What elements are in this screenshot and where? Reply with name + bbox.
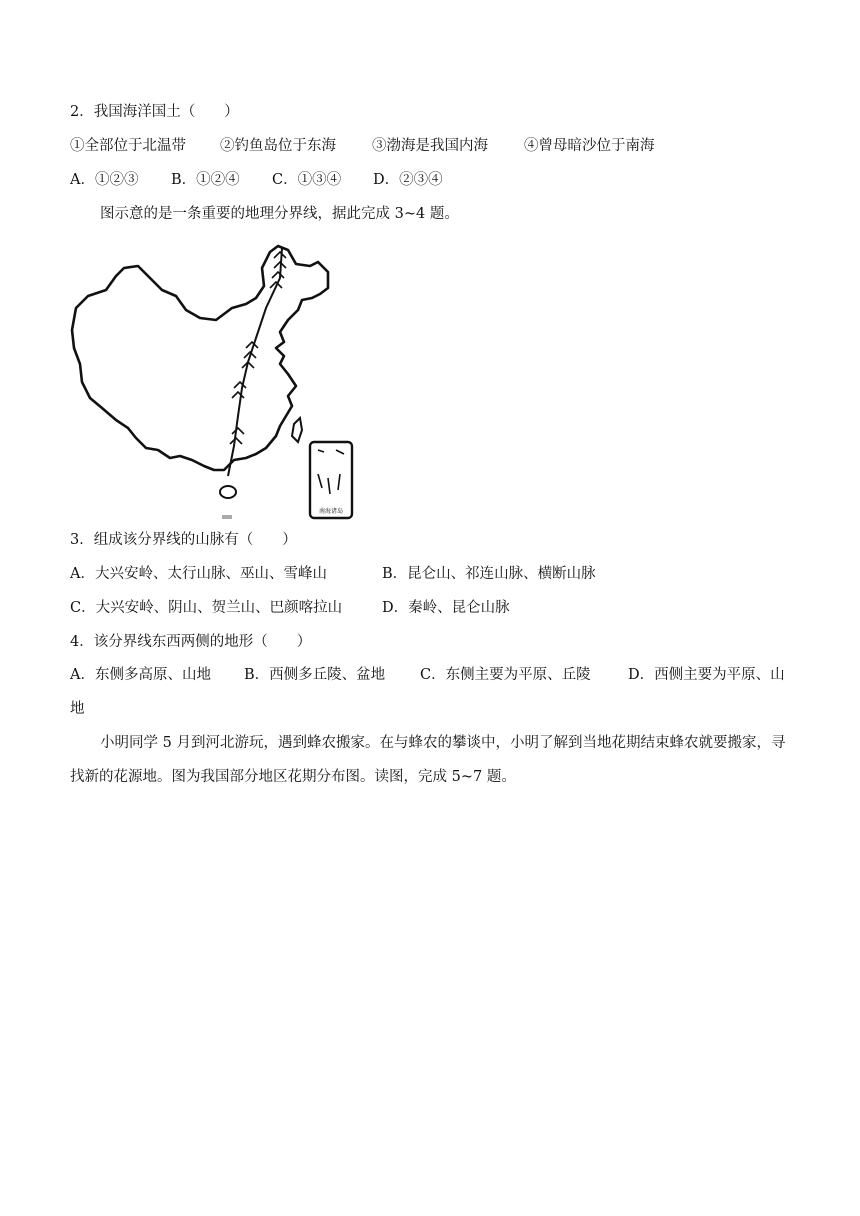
question-2-statements <box>70 136 655 156</box>
option-b: B．①②④ <box>171 172 240 188</box>
option-d: D．西侧主要为平原、山地 <box>70 667 785 717</box>
statement-4: ④曾母暗沙位于南海 <box>524 138 655 154</box>
option-c: C．大兴安岭、阴山、贺兰山、巴颜喀拉山 <box>70 600 343 616</box>
question-2-stem: 2．我国海洋国土（ ） <box>70 104 239 120</box>
statement-3: ③渤海是我国内海 <box>372 138 488 154</box>
option-a: A．①②③ <box>70 172 139 188</box>
china-map-svg <box>66 238 362 522</box>
intro-questions-3-4: 图示意的是一条重要的地理分界线，据此完成 3~4 题。 <box>100 206 459 222</box>
option-b: B．西侧多丘陵、盆地 <box>244 667 386 683</box>
question-4-options <box>70 658 792 726</box>
option-d: D．秦岭、昆仑山脉 <box>382 600 510 616</box>
dividing-line <box>228 248 282 476</box>
option-b: B．昆仑山、祁连山脉、横断山脉 <box>382 566 596 582</box>
option-a: A．东侧多高原、山地 <box>70 667 211 683</box>
option-d: D．②③④ <box>373 172 443 188</box>
question-4-stem: 4．该分界线东西两侧的地形（ ） <box>70 634 312 650</box>
option-c: C．①③④ <box>272 172 342 188</box>
question-3-stem: 3．组成该分界线的山脉有（ ） <box>70 532 297 548</box>
hainan-island <box>220 486 236 498</box>
china-outline <box>72 246 328 470</box>
question-2-options <box>70 170 443 190</box>
south-china-sea-inset <box>310 442 352 518</box>
china-map-figure <box>66 238 362 522</box>
option-a: A．大兴安岭、太行山脉、巫山、雪峰山 <box>70 566 327 582</box>
statement-2: ②钓鱼岛位于东海 <box>220 138 336 154</box>
question-3-options-row-1 <box>70 564 596 584</box>
inset-coastline <box>318 450 344 494</box>
question-3-options-row-2 <box>70 598 510 618</box>
option-c: C．东侧主要为平原、丘陵 <box>420 667 591 683</box>
inset-label: 南海诸岛 <box>318 508 344 515</box>
intro-questions-5-7: 小明同学 5 月到河北游玩，遇到蜂农搬家。在与蜂农的攀谈中，小明了解到当地花期结束蜂农就要搬家，寻找新的花源地。图为我国部分地区花期分布图。读图，完成 5~7 题。 <box>70 735 786 785</box>
taiwan-island <box>292 418 302 442</box>
statement-1: ①全部位于北温带 <box>70 138 186 154</box>
scale-mark <box>222 515 232 519</box>
